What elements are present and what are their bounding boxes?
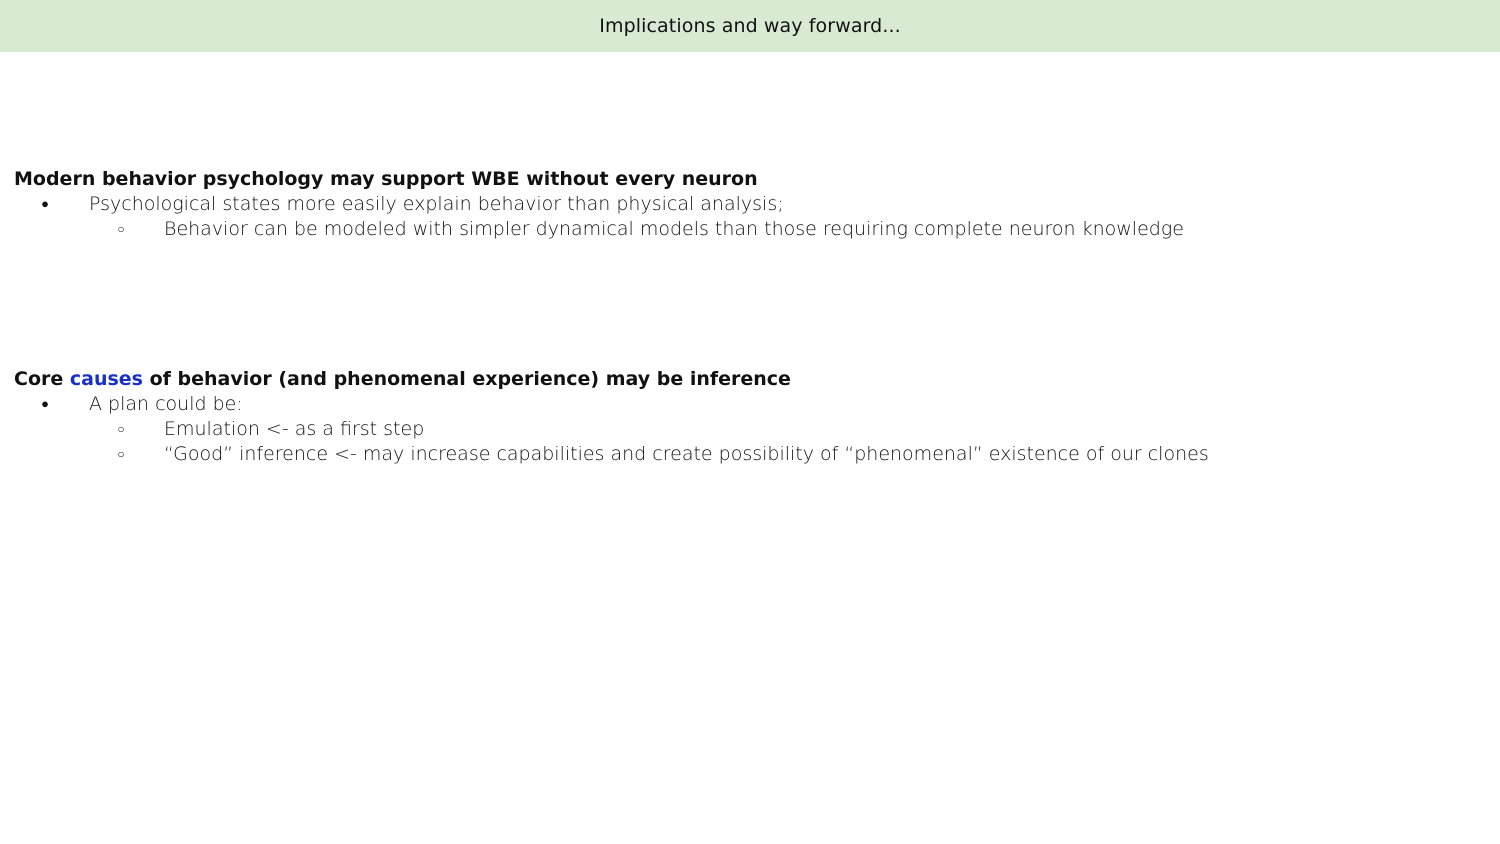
- section-heading: Modern behavior psychology may support WBE without every neuron: [14, 168, 758, 190]
- hollow-bullet-icon: ○: [117, 422, 125, 436]
- heading-accent-word: causes: [69, 368, 143, 390]
- bullet-item: [14, 192, 1414, 217]
- filled-bullet-icon: ●: [41, 397, 49, 412]
- heading-text-end: of behavior (and phenomenal experience) may be inference: [143, 368, 791, 390]
- sub-bullet-item: [14, 217, 1414, 242]
- section-heading: [14, 367, 1414, 392]
- slide-header: [0, 0, 1500, 52]
- sub-bullet-item: [14, 442, 1414, 467]
- bullet-text: Psychological states more easily explain behavior than physical analysis;: [89, 193, 784, 215]
- sub-bullet-text: Emulation <- as a first step: [164, 418, 425, 440]
- section-inference: [14, 367, 1414, 467]
- sub-bullet-text: “Good” inference <- may increase capabilities and create possibility of “phenomenal” existence of our clones: [164, 443, 1209, 465]
- sub-bullet-text: Behavior can be modeled with simpler dynamical models than those requiring complete neuron knowledge: [164, 218, 1184, 240]
- sub-bullet-item: [14, 417, 1414, 442]
- bullet-item: [14, 392, 1414, 417]
- section-wbe-psychology: [14, 167, 1414, 242]
- heading-text-start: Core: [14, 368, 70, 390]
- bullet-text: A plan could be:: [89, 393, 243, 415]
- hollow-bullet-icon: ○: [117, 447, 125, 461]
- slide-title: Implications and way forward...: [599, 15, 901, 37]
- hollow-bullet-icon: ○: [117, 222, 125, 236]
- filled-bullet-icon: ●: [41, 197, 49, 212]
